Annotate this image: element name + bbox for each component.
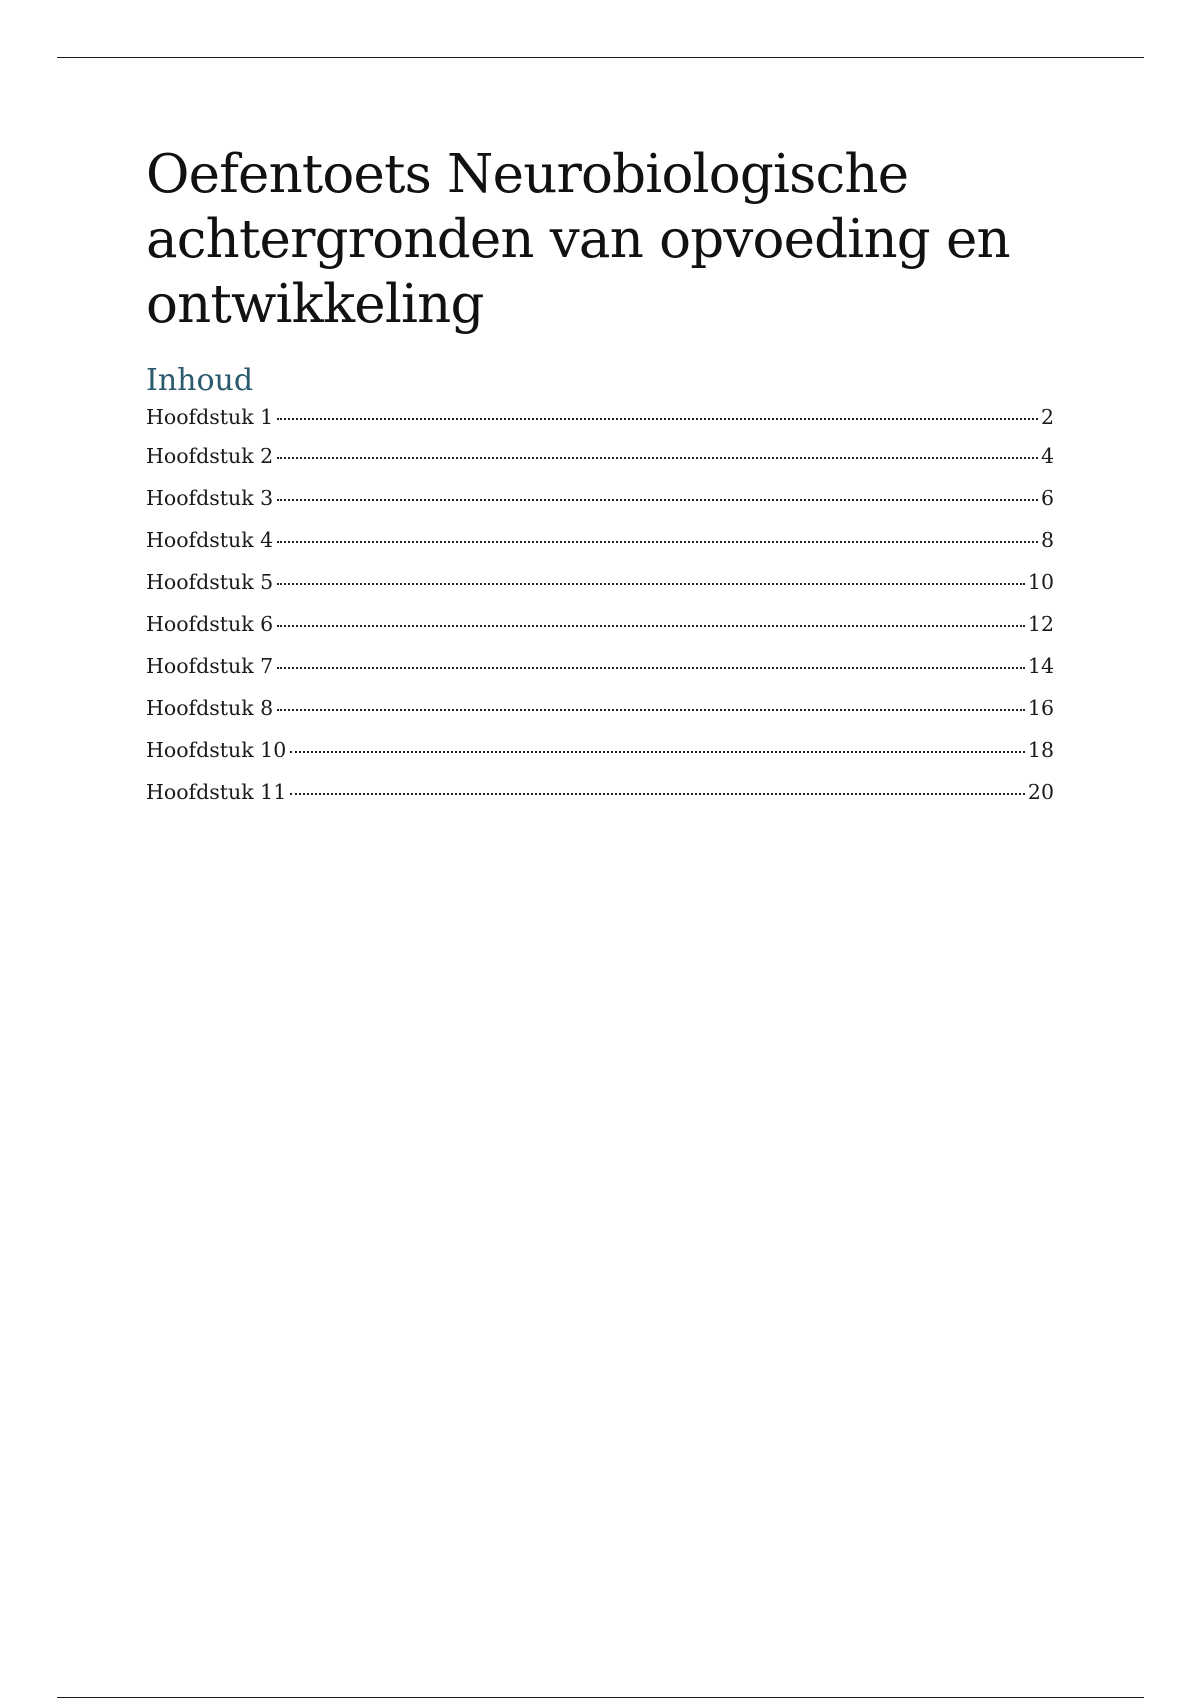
toc-entry-page: 8	[1040, 528, 1054, 552]
toc-entry-label: Hoofdstuk 5	[146, 570, 274, 594]
toc-entry-page: 10	[1027, 570, 1054, 594]
toc-entry[interactable]	[146, 561, 1054, 603]
toc-entry-page: 16	[1027, 696, 1054, 720]
document-title	[146, 142, 1054, 337]
toc-dot-leader	[277, 541, 1038, 543]
footer-rule	[57, 1697, 1144, 1698]
toc-entry-label: Hoofdstuk 4	[146, 528, 274, 552]
toc-entry-label: Hoofdstuk 8	[146, 696, 274, 720]
toc-entry[interactable]	[146, 477, 1054, 519]
toc-dot-leader	[290, 751, 1025, 753]
toc-entry[interactable]	[146, 645, 1054, 687]
toc-dot-leader	[290, 793, 1025, 795]
toc-entry-page: 4	[1040, 444, 1054, 468]
toc-dot-leader	[277, 418, 1038, 420]
toc-entry[interactable]	[146, 435, 1054, 477]
toc-dot-leader	[277, 709, 1025, 711]
toc-entry-label: Hoofdstuk 2	[146, 444, 274, 468]
toc-dot-leader	[277, 667, 1025, 669]
document-title-line: ontwikkeling	[146, 274, 484, 335]
toc-dot-leader	[277, 499, 1038, 501]
toc-entry-page: 2	[1040, 405, 1054, 429]
toc-entry-label: Hoofdstuk 11	[146, 780, 287, 804]
toc-entry-page: 14	[1027, 654, 1054, 678]
toc-entry[interactable]	[146, 771, 1054, 813]
toc-entry-label: Hoofdstuk 3	[146, 486, 274, 510]
toc-entry-label: Hoofdstuk 6	[146, 612, 274, 636]
toc-dot-leader	[277, 625, 1025, 627]
document-body	[146, 142, 1054, 813]
toc-dot-leader	[277, 583, 1025, 585]
toc-entry-page: 12	[1027, 612, 1054, 636]
table-of-contents	[146, 399, 1054, 813]
toc-heading: Inhoud	[146, 363, 254, 398]
toc-entry[interactable]	[146, 687, 1054, 729]
toc-entry-label: Hoofdstuk 7	[146, 654, 274, 678]
document-title-line: achtergronden van opvoeding en	[146, 209, 1010, 270]
toc-entry[interactable]	[146, 729, 1054, 771]
toc-entry-label: Hoofdstuk 10	[146, 738, 287, 762]
document-title-line: Oefentoets Neurobiologische	[146, 144, 909, 205]
header-rule	[57, 57, 1144, 58]
toc-entry-page: 20	[1027, 780, 1054, 804]
toc-dot-leader	[277, 457, 1038, 459]
toc-entry[interactable]	[146, 603, 1054, 645]
toc-entry[interactable]	[146, 399, 1054, 435]
toc-entry-page: 18	[1027, 738, 1054, 762]
toc-entry-label: Hoofdstuk 1	[146, 405, 274, 429]
toc-entry[interactable]	[146, 519, 1054, 561]
toc-entry-page: 6	[1040, 486, 1054, 510]
